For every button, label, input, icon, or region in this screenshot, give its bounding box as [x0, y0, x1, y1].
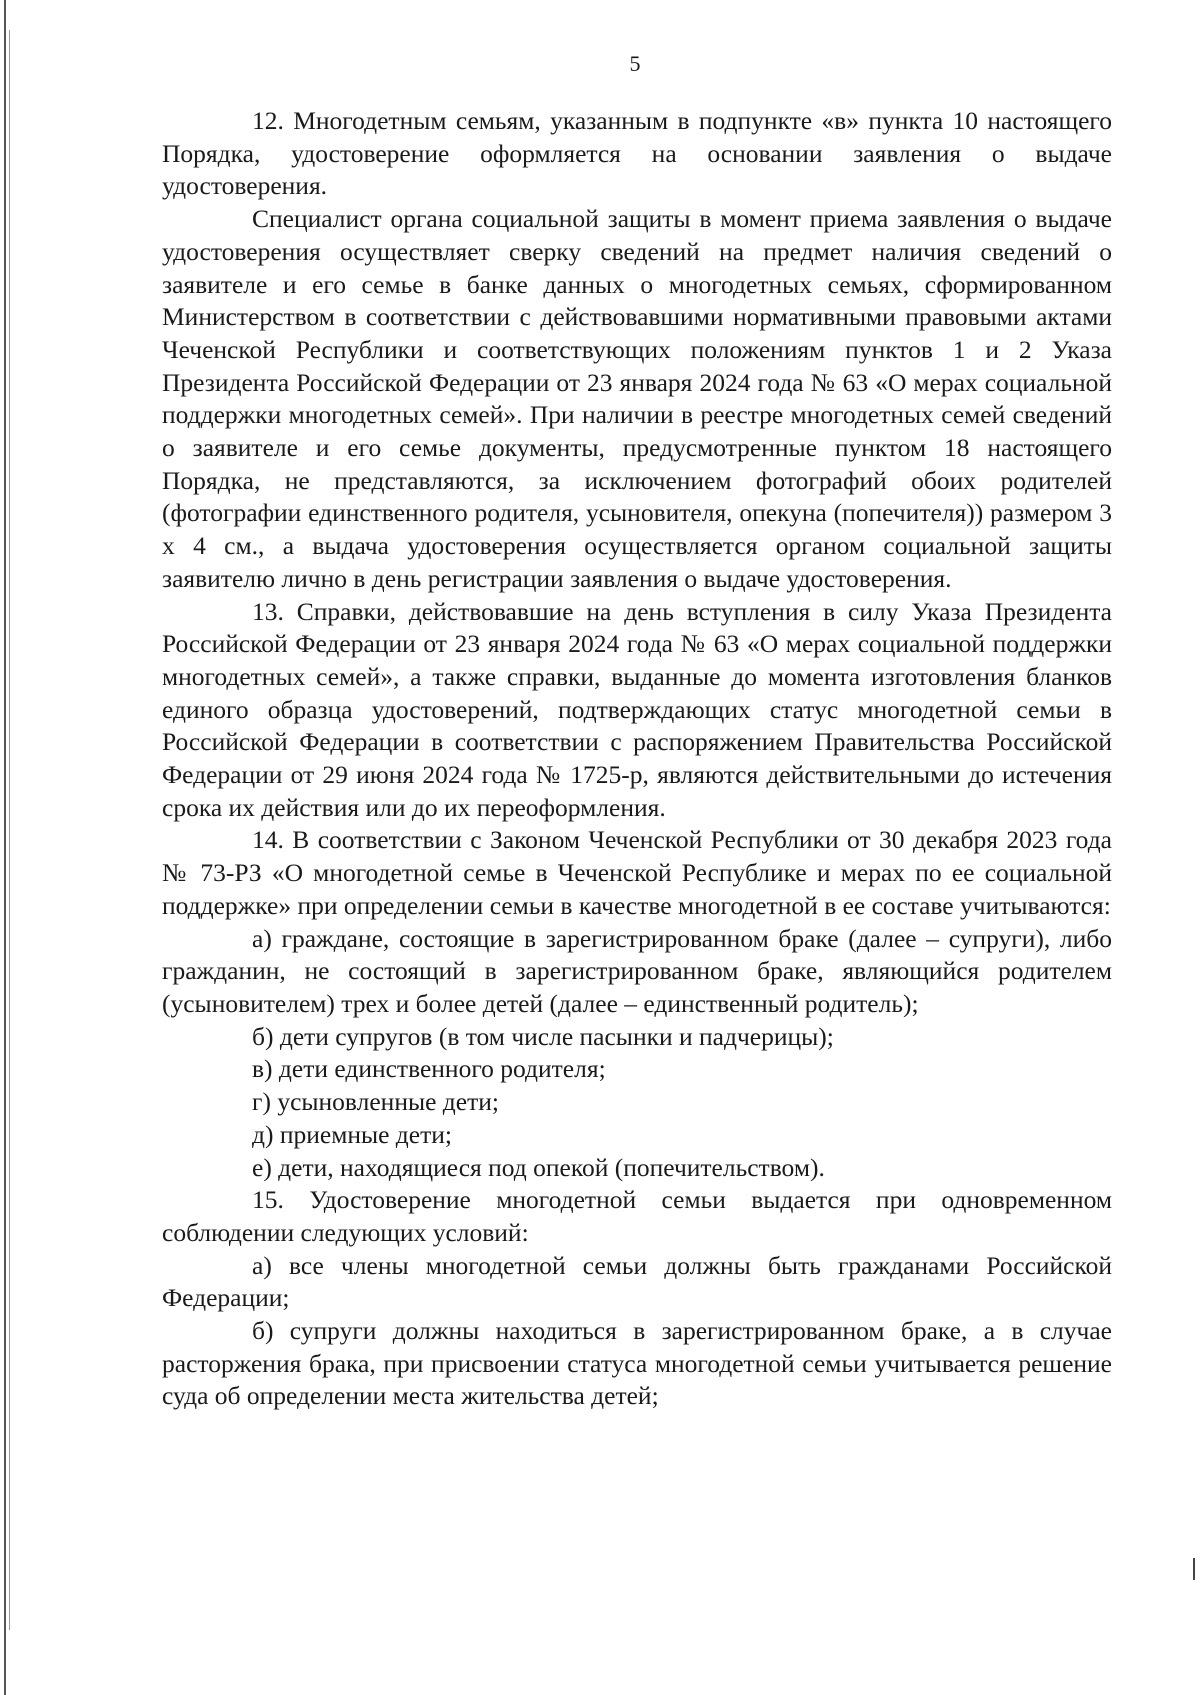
- condition-a: а) все члены многодетной семьи должны быть гражданами Российской Федерации;: [162, 1250, 1112, 1313]
- paragraph-13: 13. Справки, действовавшие на день вступления в силу Указа Президента Российской Федерации от 23 января 2024 года № 63 «О мерах социальной поддержки многодетных семей», а также справки, выданные до момента изготовления бланков единого образца удостоверений, подтверждающих статус многодетной семьи в Российской Федерации в соответствии с распоряжением Правительства Российской Федерации от 29 июня 2024 года № 1725-р, являются действительными до истечения срока их действия или до их переоформления.: [162, 596, 1112, 822]
- scan-edge-left: [4, 0, 6, 1695]
- list-item-b: б) дети супругов (в том числе пасынки и падчерицы);: [252, 1021, 834, 1051]
- paragraph-12: 12. Многодетным семьям, указанным в подпункте «в» пункта 10 настоящего Порядка, удостоверение оформляется на основании заявления о выдаче удостоверения.: [162, 106, 1112, 201]
- list-item-d: д) приемные дети;: [252, 1119, 452, 1149]
- paragraph-15: 15. Удостоверение многодетной семьи выдается при одновременном соблюдении следующих условий:: [162, 1185, 1112, 1247]
- list-item-a: а) граждане, состоящие в зарегистрированном браке (далее – супруги), либо гражданин, не состоящий в зарегистрированном браке, являющийся родителем (усыновителем) трех и более детей (далее – единственный родитель);: [162, 923, 1112, 1018]
- list-item-g: г) усыновленные дети;: [252, 1087, 499, 1117]
- scan-mark-right: [1193, 1558, 1195, 1580]
- scan-edge-left-thin: [9, 30, 10, 1630]
- paragraph-14: 14. В соответствии с Законом Чеченской Республики от 30 декабря 2023 года № 73-РЗ «О многодетной семье в Чеченской Республике и мерах по ее социальной поддержке» при определении семьи в качестве многодетной в ее составе учитываются:: [162, 825, 1112, 920]
- list-item-v: в) дети единственного родителя;: [252, 1054, 606, 1084]
- paragraph-specialist: Специалист органа социальной защиты в момент приема заявления о выдаче удостоверения осуществляет сверку сведений на предмет наличия сведений о заявителе и его семье в банке данных о многодетных семьях, сформированном Министерством в соответствии с действовавшими нормативными правовыми актами Чеченской Республики и соответствующих положениям пунктов 1 и 2 Указа Президента Российской Федерации от 23 января 2024 года № 63 «О мерах социальной поддержки многодетных семей». При наличии в реестре многодетных семей сведений о заявителе и его семье документы, предусмотренные пунктом 18 настоящего Порядка, не представляются, за исключением фотографий обоих родителей (фотографии единственного родителя, усыновителя, опекуна (попечителя)) размером 3 х 4 см., а выдача удостоверения осуществляется органом социальной защиты заявителю лично в день регистрации заявления о выдаче удостоверения.: [162, 204, 1112, 593]
- document-body: [162, 105, 1112, 1413]
- list-item-e: е) дети, находящиеся под опекой (попечительством).: [252, 1152, 825, 1182]
- condition-b: б) супруги должны находиться в зарегистрированном браке, а в случае расторжения брака, при присвоении статуса многодетной семьи учитывается решение суда об определении места жительства детей;: [162, 1316, 1112, 1411]
- page-number: 5: [629, 51, 641, 76]
